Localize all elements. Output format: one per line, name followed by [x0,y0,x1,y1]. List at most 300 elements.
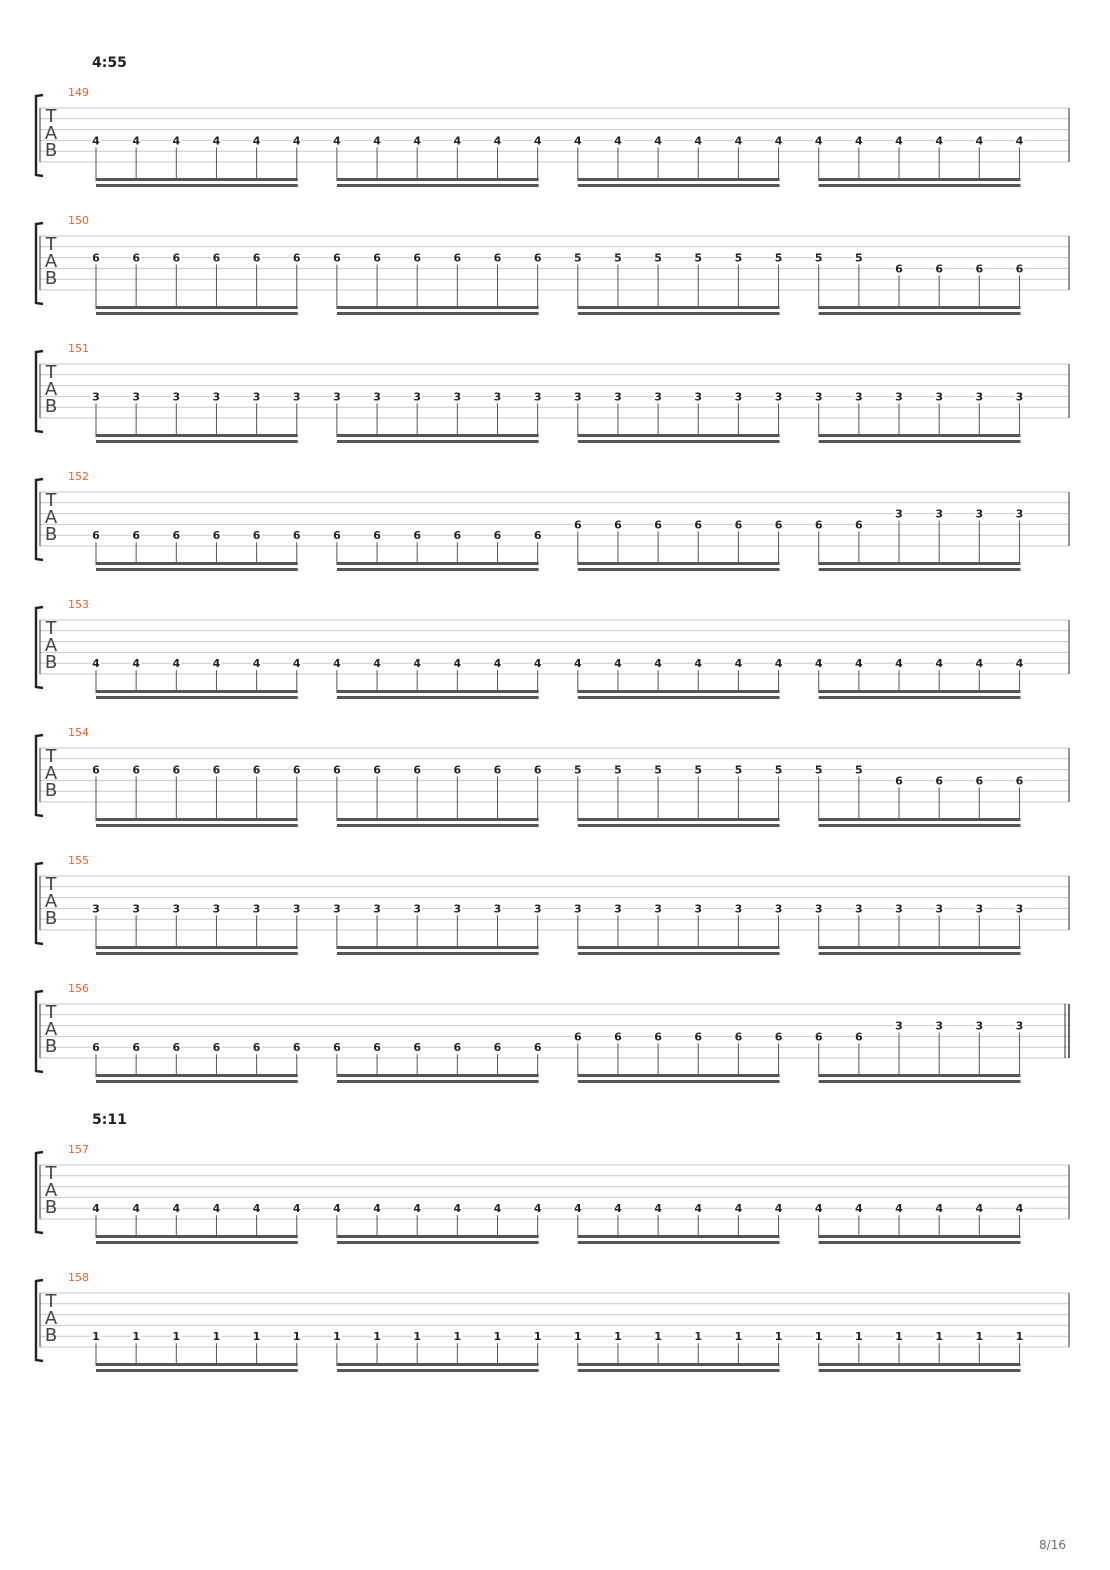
fret-number: 4 [935,134,943,148]
fret-number: 3 [453,390,462,404]
beam-primary [819,818,1021,821]
fret-number: 1 [614,1330,622,1344]
tab-clef-letter: T [45,1163,57,1184]
fret-number: 4 [333,1202,341,1216]
fret-number: 4 [373,134,381,148]
fret-number: 3 [333,902,341,916]
beam-primary [578,306,780,309]
beam-secondary [337,312,539,315]
fret-number: 6 [252,529,261,543]
fret-number: 3 [734,390,743,404]
beam-secondary [337,824,539,827]
beam-primary [819,1235,1021,1238]
tab-clef-letter: A [44,1019,58,1040]
fret-number: 6 [533,529,542,543]
fret-number: 6 [292,251,301,265]
beam-primary [819,306,1021,309]
fret-number: 4 [975,1202,984,1216]
fret-number: 6 [493,529,502,543]
fret-number: 4 [935,1202,943,1216]
fret-number: 4 [734,134,743,148]
fret-number: 6 [694,1030,703,1044]
tab-clef-letter: A [44,251,58,272]
fret-number: 4 [614,1202,622,1216]
fret-number: 6 [935,262,943,276]
fret-number: 3 [935,507,943,521]
tab-clef-letter: A [44,123,58,144]
tab-clef-letter: A [44,1180,58,1201]
fret-number: 1 [734,1330,743,1344]
beam-primary [337,562,539,565]
fret-number: 3 [373,902,381,916]
fret-number: 3 [694,390,703,404]
fret-number: 6 [453,1041,462,1055]
beam-secondary [578,824,780,827]
fret-number: 6 [172,251,181,265]
fret-number: 6 [172,529,181,543]
fret-number: 4 [654,1202,662,1216]
fret-number: 5 [774,763,783,777]
fret-number: 6 [333,763,341,777]
fret-number: 3 [413,902,422,916]
tab-clef-letter: T [45,1291,57,1312]
fret-number: 3 [292,390,301,404]
fret-number: 6 [92,529,100,543]
beam-primary [578,1363,780,1366]
tab-clef-letter: T [45,106,57,127]
fret-number: 6 [734,1030,743,1044]
fret-number: 6 [413,1041,422,1055]
fret-number: 4 [333,134,341,148]
beam-primary [578,690,780,693]
fret-number: 3 [1015,507,1024,521]
fret-number: 1 [132,1330,140,1344]
fret-number: 4 [252,1202,261,1216]
fret-number: 1 [855,1330,863,1344]
beam-secondary [337,1241,539,1244]
fret-number: 1 [92,1330,100,1344]
fret-number: 3 [975,1019,984,1033]
fret-number: 4 [614,657,622,671]
fret-number: 6 [493,251,502,265]
fret-number: 1 [694,1330,703,1344]
beam-secondary [819,696,1021,699]
fret-number: 3 [252,390,261,404]
beam-primary [578,562,780,565]
tab-clef-letter: A [44,379,58,400]
beam-secondary [96,184,298,187]
beam-primary [337,1235,539,1238]
fret-number: 6 [92,1041,100,1055]
fret-number: 3 [573,390,582,404]
fret-number: 4 [252,657,261,671]
fret-number: 4 [172,1202,181,1216]
fret-number: 6 [212,763,221,777]
fret-number: 5 [573,763,582,777]
beam-primary [337,306,539,309]
beam-primary [819,434,1021,437]
fret-number: 4 [252,134,261,148]
fret-number: 6 [292,529,301,543]
fret-number: 4 [172,134,181,148]
tab-clef-letter: T [45,746,57,767]
beam-secondary [96,952,298,955]
fret-number: 6 [855,1030,863,1044]
fret-number: 6 [333,251,341,265]
fret-number: 6 [132,251,140,265]
fret-number: 3 [252,902,261,916]
fret-number: 4 [132,657,140,671]
fret-number: 6 [373,763,381,777]
fret-number: 6 [453,763,462,777]
beam-primary [337,1074,539,1077]
fret-number: 3 [814,390,823,404]
beam-primary [578,1235,780,1238]
fret-number: 6 [172,1041,181,1055]
fret-number: 3 [453,902,462,916]
beam-primary [578,818,780,821]
fret-number: 1 [413,1330,422,1344]
fret-number: 6 [172,763,181,777]
fret-number: 3 [92,390,100,404]
fret-number: 6 [694,518,703,532]
beam-secondary [819,824,1021,827]
fret-number: 4 [373,657,381,671]
beam-primary [337,178,539,181]
beam-secondary [578,568,780,571]
fret-number: 3 [212,902,221,916]
tab-clef-letter: B [44,1325,58,1346]
fret-number: 6 [614,518,622,532]
beam-primary [96,690,298,693]
fret-number: 4 [935,657,943,671]
fret-number: 4 [1015,134,1024,148]
fret-number: 3 [614,902,622,916]
fret-number: 4 [493,657,502,671]
time-marker: 5:11 [92,1112,127,1128]
measure-number: 158 [68,1271,89,1284]
fret-number: 1 [373,1330,381,1344]
fret-number: 6 [252,1041,261,1055]
fret-number: 3 [373,390,381,404]
fret-number: 6 [292,763,301,777]
fret-number: 3 [493,390,502,404]
fret-number: 4 [855,657,863,671]
beam-secondary [96,440,298,443]
fret-number: 6 [413,251,422,265]
fret-number: 1 [172,1330,181,1344]
fret-number: 6 [814,518,823,532]
tab-clef-letter: B [44,140,58,161]
fret-number: 4 [453,657,462,671]
fret-number: 6 [573,518,582,532]
beam-primary [96,818,298,821]
fret-number: 6 [333,1041,341,1055]
tab-clef-letter: A [44,1308,58,1329]
beam-primary [578,178,780,181]
tab-clef-letter: A [44,891,58,912]
fret-number: 6 [573,1030,582,1044]
fret-number: 6 [814,1030,823,1044]
fret-number: 6 [292,1041,301,1055]
measure-number: 150 [68,214,89,227]
fret-number: 6 [654,1030,662,1044]
fret-number: 4 [92,134,100,148]
fret-number: 6 [413,529,422,543]
fret-number: 4 [453,1202,462,1216]
page-number: 8/16 [1039,1538,1066,1552]
fret-number: 3 [855,902,863,916]
fret-number: 1 [814,1330,823,1344]
fret-number: 6 [132,763,140,777]
fret-number: 4 [654,657,662,671]
fret-number: 3 [172,902,181,916]
fret-number: 4 [292,1202,301,1216]
tab-clef-letter: A [44,763,58,784]
beam-primary [578,1074,780,1077]
fret-number: 6 [734,518,743,532]
beam-primary [819,178,1021,181]
beam-secondary [337,568,539,571]
tab-clef-letter: B [44,780,58,801]
fret-number: 1 [895,1330,903,1344]
beam-primary [96,562,298,565]
fret-number: 3 [694,902,703,916]
fret-number: 6 [453,251,462,265]
fret-number: 4 [493,1202,502,1216]
beam-secondary [337,952,539,955]
fret-number: 4 [373,1202,381,1216]
fret-number: 6 [373,251,381,265]
fret-number: 1 [292,1330,301,1344]
beam-secondary [819,1241,1021,1244]
beam-primary [337,434,539,437]
fret-number: 6 [1015,774,1024,788]
fret-number: 6 [132,1041,140,1055]
fret-number: 1 [1015,1330,1024,1344]
fret-number: 4 [212,657,221,671]
fret-number: 3 [895,1019,903,1033]
fret-number: 4 [132,134,140,148]
fret-number: 6 [413,763,422,777]
beam-secondary [819,312,1021,315]
fret-number: 4 [493,134,502,148]
fret-number: 3 [333,390,341,404]
fret-number: 1 [212,1330,221,1344]
fret-number: 4 [975,657,984,671]
fret-number: 1 [453,1330,462,1344]
fret-number: 5 [614,763,622,777]
fret-number: 3 [855,390,863,404]
tab-clef-letter: T [45,234,57,255]
fret-number: 6 [533,251,542,265]
fret-number: 6 [252,763,261,777]
beam-secondary [819,184,1021,187]
tab-clef-letter: B [44,268,58,289]
beam-secondary [578,1080,780,1083]
fret-number: 6 [493,763,502,777]
fret-number: 6 [212,1041,221,1055]
fret-number: 6 [895,262,903,276]
beam-primary [96,434,298,437]
fret-number: 4 [855,134,863,148]
fret-number: 3 [975,902,984,916]
beam-primary [819,946,1021,949]
fret-number: 3 [654,390,662,404]
fret-number: 6 [92,251,100,265]
fret-number: 4 [212,134,221,148]
tab-clef-letter: T [45,490,57,511]
beam-primary [578,434,780,437]
tab-clef-letter: T [45,874,57,895]
fret-number: 4 [734,1202,743,1216]
fret-number: 4 [92,657,100,671]
fret-number: 3 [935,902,943,916]
beam-secondary [337,1369,539,1372]
fret-number: 5 [814,763,823,777]
fret-number: 6 [975,262,984,276]
fret-number: 3 [1015,390,1024,404]
fret-number: 4 [774,1202,783,1216]
fret-number: 1 [333,1330,341,1344]
fret-number: 4 [654,134,662,148]
tab-clef-letter: T [45,1002,57,1023]
beam-primary [819,1363,1021,1366]
fret-number: 4 [814,134,823,148]
fret-number: 1 [493,1330,502,1344]
beam-secondary [96,568,298,571]
fret-number: 5 [694,251,703,265]
tab-clef-letter: T [45,618,57,639]
beam-secondary [337,696,539,699]
fret-number: 4 [1015,657,1024,671]
fret-number: 4 [855,1202,863,1216]
fret-number: 4 [92,1202,100,1216]
beam-secondary [819,440,1021,443]
measure-number: 154 [68,726,89,739]
fret-number: 4 [533,1202,542,1216]
fret-number: 3 [1015,902,1024,916]
fret-number: 4 [1015,1202,1024,1216]
fret-number: 4 [172,657,181,671]
fret-number: 4 [413,1202,422,1216]
fret-number: 4 [895,134,903,148]
fret-number: 3 [895,507,903,521]
fret-number: 6 [935,774,943,788]
beam-secondary [819,1369,1021,1372]
beam-primary [337,1363,539,1366]
fret-number: 3 [533,902,542,916]
beam-secondary [96,312,298,315]
fret-number: 4 [614,134,622,148]
fret-number: 1 [774,1330,783,1344]
beam-primary [96,306,298,309]
fret-number: 6 [252,251,261,265]
fret-number: 3 [935,1019,943,1033]
fret-number: 3 [895,902,903,916]
fret-number: 1 [975,1330,984,1344]
fret-number: 1 [533,1330,542,1344]
beam-secondary [337,440,539,443]
fret-number: 3 [493,902,502,916]
fret-number: 4 [413,657,422,671]
fret-number: 4 [132,1202,140,1216]
fret-number: 3 [614,390,622,404]
tab-clef-letter: B [44,1036,58,1057]
fret-number: 4 [975,134,984,148]
fret-number: 4 [413,134,422,148]
tab-clef-letter: A [44,635,58,656]
fret-number: 6 [975,774,984,788]
fret-number: 1 [654,1330,662,1344]
fret-number: 5 [614,251,622,265]
fret-number: 6 [774,518,783,532]
fret-number: 5 [654,251,662,265]
fret-number: 4 [212,1202,221,1216]
fret-number: 4 [774,134,783,148]
tab-clef-letter: A [44,507,58,528]
fret-number: 5 [855,251,863,265]
fret-number: 3 [132,902,140,916]
measure-number: 152 [68,470,89,483]
measure-number: 151 [68,342,89,355]
fret-number: 5 [814,251,823,265]
tab-clef-letter: T [45,362,57,383]
fret-number: 5 [573,251,582,265]
tab-clef-letter: B [44,396,58,417]
fret-number: 4 [573,657,582,671]
fret-number: 6 [373,1041,381,1055]
beam-secondary [578,440,780,443]
fret-number: 3 [975,507,984,521]
fret-number: 3 [292,902,301,916]
fret-number: 4 [533,134,542,148]
fret-number: 3 [774,390,783,404]
tab-clef-letter: B [44,524,58,545]
fret-number: 5 [734,763,743,777]
measure-number: 157 [68,1143,89,1156]
fret-number: 4 [573,1202,582,1216]
fret-number: 4 [895,657,903,671]
fret-number: 5 [734,251,743,265]
beam-secondary [96,1369,298,1372]
time-marker: 4:55 [92,55,127,71]
fret-number: 6 [533,763,542,777]
fret-number: 3 [895,390,903,404]
beam-secondary [337,1080,539,1083]
tab-clef-letter: B [44,652,58,673]
fret-number: 6 [855,518,863,532]
fret-number: 4 [292,134,301,148]
beam-secondary [337,184,539,187]
fret-number: 3 [935,390,943,404]
fret-number: 3 [212,390,221,404]
fret-number: 6 [533,1041,542,1055]
fret-number: 3 [413,390,422,404]
measure-number: 149 [68,86,89,99]
fret-number: 1 [252,1330,261,1344]
beam-primary [337,818,539,821]
fret-number: 3 [975,390,984,404]
fret-number: 3 [132,390,140,404]
beam-secondary [819,568,1021,571]
fret-number: 3 [1015,1019,1024,1033]
fret-number: 6 [654,518,662,532]
fret-number: 4 [814,657,823,671]
fret-number: 4 [895,1202,903,1216]
fret-number: 4 [774,657,783,671]
fret-number: 4 [573,134,582,148]
